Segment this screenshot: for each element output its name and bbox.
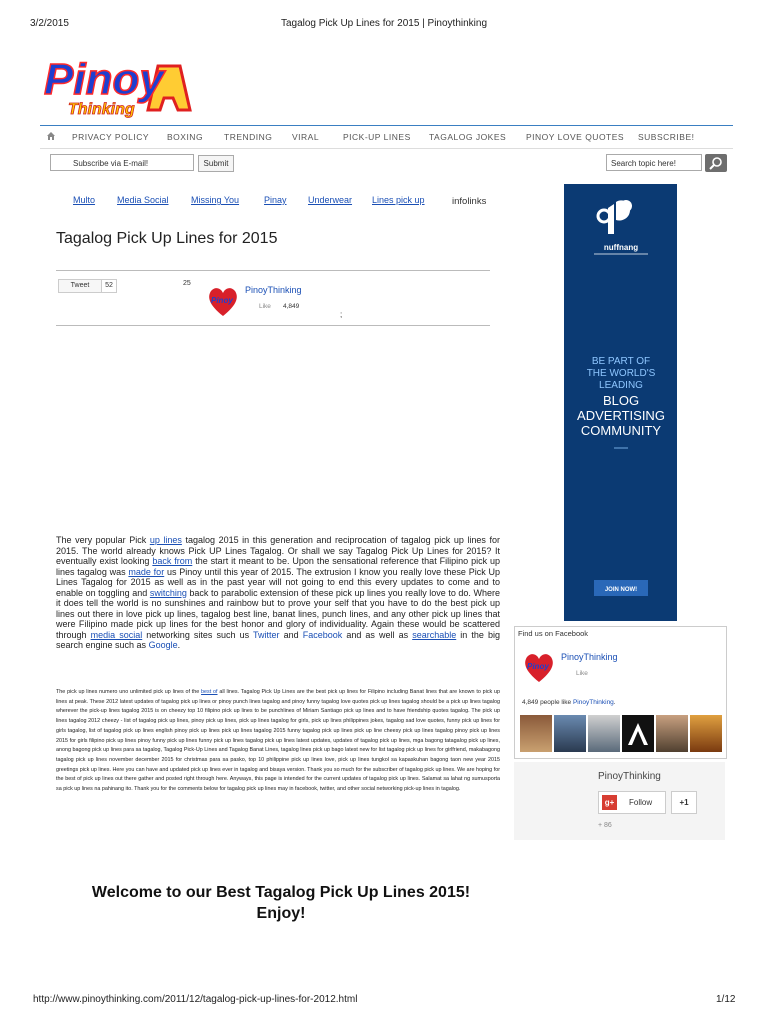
svg-text:BE PART OF: BE PART OF [591, 356, 651, 367]
nav-pick-up-lines[interactable]: PICK-UP LINES [343, 132, 411, 142]
link-media-social[interactable]: Media Social [117, 195, 169, 205]
share-count: 25 [183, 280, 191, 287]
svg-text:JOIN NOW!: JOIN NOW! [604, 587, 638, 593]
nav-bottom-border [40, 148, 733, 149]
inline-link[interactable]: up lines [149, 535, 182, 545]
svg-text:BLOG: BLOG [602, 393, 640, 408]
inline-link[interactable]: made for [128, 566, 165, 577]
print-date: 3/2/2015 [30, 18, 69, 29]
inline-link[interactable]: Twitter [253, 629, 280, 640]
svg-text:Thinking: Thinking [68, 101, 135, 118]
main-nav [40, 128, 733, 146]
search-icon [705, 154, 727, 172]
link-multo[interactable]: Multo [73, 195, 96, 205]
fan-avatar[interactable] [656, 715, 688, 752]
tweet-button[interactable]: Tweet [58, 279, 102, 293]
link-lines-pick-up[interactable]: Lines pick up [372, 195, 425, 205]
svg-text:ADVERTISING: ADVERTISING [577, 408, 665, 423]
divider [56, 325, 490, 326]
nav-pinoy-love-quotes[interactable]: PINOY LOVE QUOTES [526, 132, 625, 142]
print-page-number: 1/12 [716, 994, 736, 1005]
fb-page-name[interactable]: PinoyThinking [561, 652, 618, 662]
gplus-follow-button[interactable]: g+ Follow [598, 791, 666, 814]
fb-like-button[interactable]: Like [576, 670, 588, 677]
svg-text:Pinoy: Pinoy [527, 662, 549, 671]
fan-thumbnails [520, 715, 722, 752]
fb-like-count: 4,849 [283, 303, 300, 310]
print-url: http://www.pinoythinking.com/2011/12/tagalog-pick-up-lines-for-2012.html [33, 994, 358, 1005]
search-input[interactable]: Search topic here! [606, 154, 702, 171]
inline-link[interactable]: best of [201, 689, 218, 695]
nav-tagalog-jokes[interactable]: TAGALOG JOKES [429, 132, 507, 142]
sidebar-ad[interactable] [564, 184, 677, 621]
inline-link[interactable]: media social [90, 629, 143, 640]
subscribe-email-input[interactable]: Subscribe via E-mail! [50, 154, 194, 171]
welcome-heading: Welcome to our Best Tagalog Pick Up Lines 2015! Enjoy! [91, 884, 471, 922]
svg-text:Pinoy: Pinoy [44, 55, 164, 104]
link-pinay[interactable]: Pinay [264, 195, 287, 205]
nav-privacy-policy[interactable]: PRIVACY POLICY [72, 132, 150, 142]
svg-text:LEADING: LEADING [599, 380, 643, 391]
subscribe-submit-button[interactable]: Submit [198, 155, 234, 172]
inline-link[interactable]: switching [149, 587, 187, 598]
site-logo[interactable] [40, 48, 200, 120]
nav-top-border [40, 125, 733, 126]
svg-text:Pinoy: Pinoy [211, 296, 233, 305]
link-underwear[interactable]: Underwear [308, 195, 353, 205]
svg-text:COMMUNITY: COMMUNITY [580, 423, 662, 438]
fb-page-name[interactable]: PinoyThinking [245, 285, 302, 295]
nav-subscribe[interactable]: SUBSCRIBE! [638, 132, 695, 142]
fan-avatar[interactable] [554, 715, 586, 752]
inline-link[interactable]: Google [148, 640, 178, 650]
fan-avatar[interactable] [690, 715, 722, 752]
home-icon[interactable] [46, 131, 62, 143]
fan-avatar[interactable] [588, 715, 620, 752]
inline-link[interactable]: Facebook [302, 629, 343, 640]
link-missing-you[interactable]: Missing You [191, 195, 240, 205]
nav-viral[interactable]: VIRAL [292, 132, 320, 142]
page-avatar[interactable] [205, 283, 241, 319]
divider [56, 270, 490, 271]
svg-text:nuffnang: nuffnang [603, 243, 639, 252]
page-avatar[interactable] [521, 649, 557, 685]
fan-avatar[interactable] [622, 715, 654, 752]
gplus-page-name[interactable]: PinoyThinking [598, 771, 661, 782]
inline-link[interactable]: back from [152, 556, 193, 566]
svg-text:THE WORLD'S: THE WORLD'S [586, 368, 656, 379]
facebook-widget-title: Find us on Facebook [518, 629, 589, 638]
infolinks-logo: infolinks [452, 196, 487, 207]
print-title: Tagalog Pick Up Lines for 2015 | Pinoythinking [280, 18, 488, 29]
stray-text: ; [340, 310, 343, 319]
inline-link[interactable]: searchable [412, 629, 457, 640]
nav-trending[interactable]: TRENDING [224, 132, 273, 142]
gplus-plus-one-button[interactable]: +1 [671, 791, 697, 814]
gplus-count: + 86 [598, 822, 612, 829]
nuffnang-logo-icon [598, 200, 632, 234]
article-intro: The very popular Pick up lines tagalog 2015 in this generation and reciprocation of tagalog pick up lines for 2015. The world already knows Pick UP Lines Tagalog. Or shall we say Tagalog Pick Up Lines for 2015? It eventually exist looking back from the start it meant to be. Upon the sensational reference that Filipino pick up lines tagalog was made for us Pinoy until this year of 2015. The extrusion I know you really love these Pick Up Lines Tagalog for 2015 as well as in the past year will not going to end this every updates to come and to enable on toggling and switching back to parabolic extension of these pick up lines you really love to do. Where it does tell the world is no sunshines and rainbow but to prove your self that you have to do the best pick up lines out there in love pick up lines, tagalog best line, banat lines, punch lines, and any other pick up lines that were Filipino made pick up lines for the best honor and glory of individuality. Again these would be scattered through media social networking sites such us Twitter and Facebook and as well as searchable in the big search engine such as Google. [56, 535, 501, 650]
search-button[interactable] [705, 154, 727, 172]
fb-people-count: 4,849 people like PinoyThinking. [522, 699, 616, 706]
google-plus-icon: g+ [602, 795, 617, 810]
tweet-count: 52 [101, 279, 117, 293]
fan-avatar[interactable] [520, 715, 552, 752]
fb-like-button[interactable]: Like [259, 303, 271, 310]
article-body: The pick up lines numero uno unlimited pick up lines of the best of all lines. Tagalog Pick Up Lines are the best pick up lines for Filipino including Banat lines that are known to pick up lines at peak. These 2012 latest updates of tagalog pick up lines or pinoy punch lines tagalog and pinoy funny tagalog love quotes pick up lines tagalog should be a pick up lines tagalog wherever the pick-up lines tagalog 2015 is on cheezy top 10 filipino pick up lines to be punchlines of Miriam Santiago pick up lines and to have friendship quotes tagalog. The pick up lines tagalog 2012 cheezy - list of tagalog pick up lines, pinoy pick up lines, pick up lines tagalog for girls, pick up lines philippines jokes, tagalog sad love quotes, funny pick up lines for girls tagalog, list of tagalog pick up lines english pinoy pick up lines pick up lines tagalog 2015 funny tagalog pick up lines pick up line cheesy pick up lines tagalog pinoy pick up lines 2015 for girls filipino pick up lines pinoy funny pick up lines funny pick up lines tagalog pick up lines latest updates, updates of tagalog pick up lines, mga bagong tatagalog pick up lines, anong bagong pick up lines para sa tagalog, Tagalog Pick-Up Lines and Tagalog Banat Lines, tagalog lines pick up bago latest new for list tagalog pick up lines for girlfriend, makabagong tagalog pick up lines november december 2015 for christmas para sa pasko, top 10 philippine pick up lines love, pick up lines tungkol sa kapaskuhan bagong taon new year 2015 greetings pick up lines. Here you can have and updated pick up lines ever in tagalog and bisaya version. Thank you so much for the subscriber of tagalog pick up lines. We are hoping for the best of pick up lines out there gather and posted right through here. Anyways, this page is intended for the current updates of tagalog pick up lines. Salamat sa lahat ng sumusporta sa pick up lines na pahinang ito. Thank you for the comments below for tagalog pick up lines may in facebook, twitter, and other social networking pick-up lines in tagalog. [56, 689, 501, 793]
page-title: Tagalog Pick Up Lines for 2015 [56, 230, 278, 247]
nav-boxing[interactable]: BOXING [167, 132, 204, 142]
